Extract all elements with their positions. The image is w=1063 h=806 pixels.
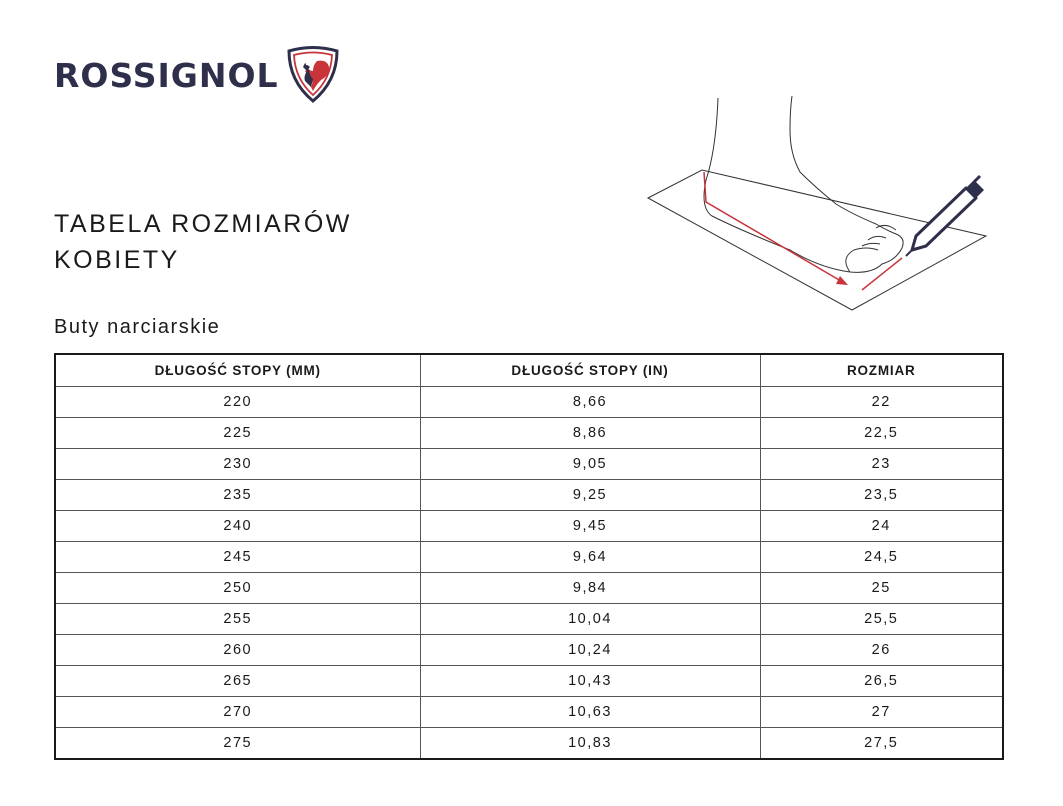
- cell-size: 25: [760, 573, 1003, 604]
- cell-size: 24,5: [760, 542, 1003, 573]
- cell-in: 9,05: [420, 449, 760, 480]
- cell-mm: 230: [55, 449, 420, 480]
- table-row: [55, 418, 1003, 449]
- cell-size: 22,5: [760, 418, 1003, 449]
- cell-in: 9,45: [420, 511, 760, 542]
- cell-mm: 240: [55, 511, 420, 542]
- cell-mm: 260: [55, 635, 420, 666]
- cell-mm: 275: [55, 728, 420, 760]
- header-foot-length-in: DŁUGOŚĆ STOPY (IN): [420, 354, 760, 387]
- page-title: [54, 206, 352, 278]
- title-women: KOBIETY: [54, 246, 180, 274]
- table-row: [55, 728, 1003, 760]
- cell-in: 10,24: [420, 635, 760, 666]
- title-size-chart: TABELA ROZMIARÓW: [54, 210, 352, 238]
- cell-mm: 270: [55, 697, 420, 728]
- cell-size: 23,5: [760, 480, 1003, 511]
- cell-in: 10,63: [420, 697, 760, 728]
- cell-size: 27: [760, 697, 1003, 728]
- cell-size: 27,5: [760, 728, 1003, 760]
- cell-size: 24: [760, 511, 1003, 542]
- subtitle-ski-boots: Buty narciarskie: [54, 316, 221, 338]
- cell-size: 23: [760, 449, 1003, 480]
- cell-in: 10,04: [420, 604, 760, 635]
- table-row: [55, 542, 1003, 573]
- table-row: [55, 604, 1003, 635]
- cell-mm: 235: [55, 480, 420, 511]
- cell-mm: 220: [55, 387, 420, 418]
- table-row: [55, 387, 1003, 418]
- cell-in: 10,43: [420, 666, 760, 697]
- cell-mm: 245: [55, 542, 420, 573]
- foot-measure-icon: [640, 90, 1000, 320]
- cell-size: 25,5: [760, 604, 1003, 635]
- cell-mm: 225: [55, 418, 420, 449]
- size-table: [54, 353, 1004, 760]
- table-row: [55, 697, 1003, 728]
- table-row: [55, 480, 1003, 511]
- cell-in: 9,64: [420, 542, 760, 573]
- cell-size: 26: [760, 635, 1003, 666]
- rooster-shield-icon: [283, 45, 343, 105]
- cell-in: 8,86: [420, 418, 760, 449]
- header-foot-length-mm: DŁUGOŚĆ STOPY (MM): [55, 354, 420, 387]
- table-row: [55, 666, 1003, 697]
- brand-logo: [54, 45, 343, 105]
- cell-mm: 250: [55, 573, 420, 604]
- cell-size: 26,5: [760, 666, 1003, 697]
- cell-size: 22: [760, 387, 1003, 418]
- cell-in: 9,84: [420, 573, 760, 604]
- table-row: [55, 635, 1003, 666]
- table-row: [55, 449, 1003, 480]
- table-row: [55, 511, 1003, 542]
- cell-in: 8,66: [420, 387, 760, 418]
- table-header-row: [55, 354, 1003, 387]
- cell-mm: 265: [55, 666, 420, 697]
- cell-mm: 255: [55, 604, 420, 635]
- cell-in: 9,25: [420, 480, 760, 511]
- table-row: [55, 573, 1003, 604]
- cell-in: 10,83: [420, 728, 760, 760]
- brand-name: ROSSIGNOL: [54, 55, 279, 95]
- header-size: ROZMIAR: [760, 354, 1003, 387]
